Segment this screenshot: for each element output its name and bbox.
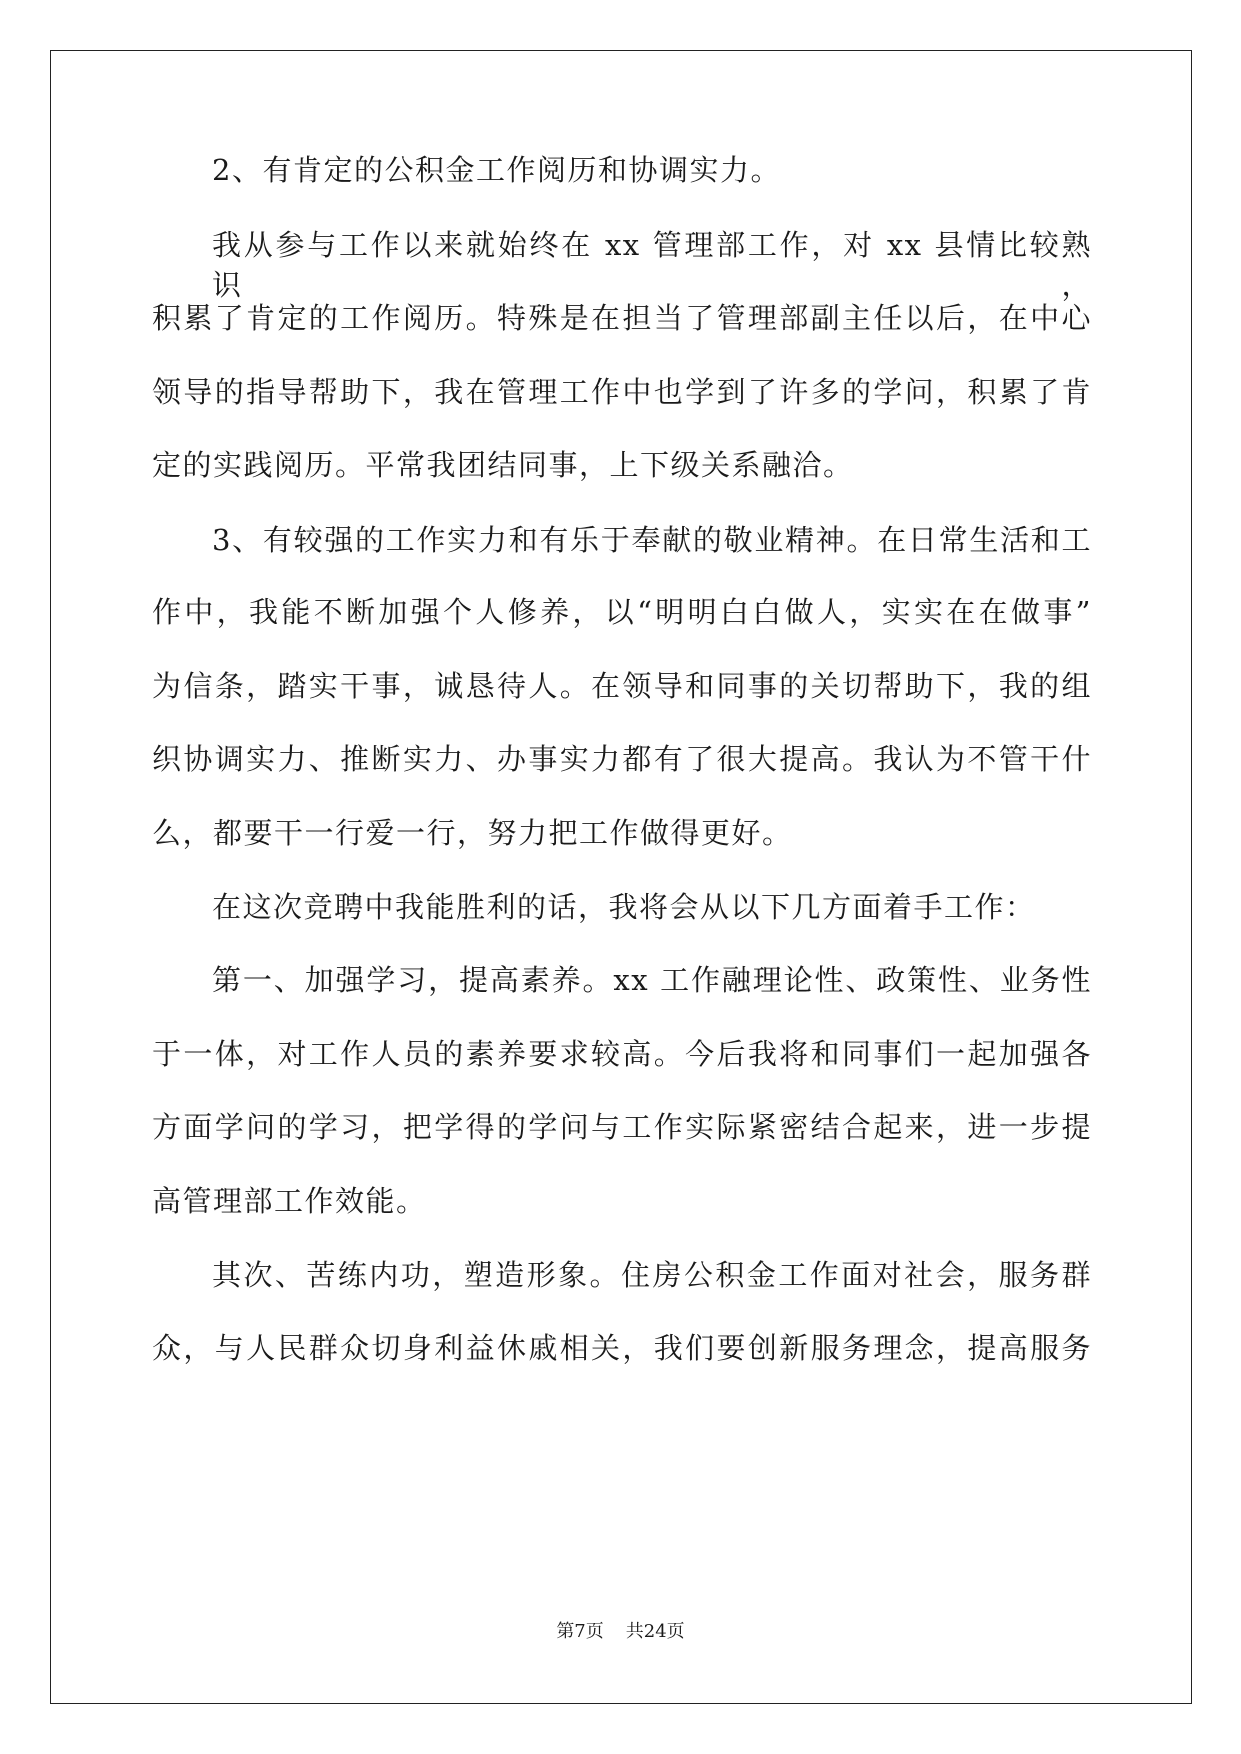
- paragraph-line: 高管理部工作效能。: [152, 1184, 427, 1218]
- paragraph-line: 于一体，对工作人员的素养要求较高。今后我将和同事们一起加强各: [152, 1037, 1092, 1071]
- paragraph-line: 方面学问的学习，把学得的学问与工作实际紧密结合起来，进一步提: [152, 1110, 1092, 1144]
- paragraph-line: 我从参与工作以来就始终在 xx 管理部工作，对 xx 县情比较熟识，: [212, 228, 1092, 302]
- page-footer: [0, 1620, 1241, 1644]
- paragraph-line: 3、有较强的工作实力和有乐于奉献的敬业精神。在日常生活和工: [212, 523, 1092, 557]
- paragraph-line: 在这次竞聘中我能胜利的话，我将会从以下几方面着手工作：: [212, 890, 1036, 924]
- paragraph-line: 织协调实力、推断实力、办事实力都有了很大提高。我认为不管干什: [152, 742, 1092, 776]
- paragraph-line: 积累了肯定的工作阅历。特殊是在担当了管理部副主任以后，在中心: [152, 301, 1092, 335]
- paragraph-line: 么，都要干一行爱一行，努力把工作做得更好。: [152, 816, 793, 850]
- paragraph-line: 领导的指导帮助下，我在管理工作中也学到了许多的学问，积累了肯: [152, 375, 1092, 409]
- paragraph-line: 其次、苦练内功，塑造形象。住房公积金工作面对社会，服务群: [212, 1258, 1092, 1292]
- paragraph-line: 作中，我能不断加强个人修养，以“明明白白做人，实实在在做事”: [152, 595, 1092, 629]
- paragraph-line: 2、有肯定的公积金工作阅历和协调实力。: [212, 153, 781, 187]
- paragraph-line: 定的实践阅历。平常我团结同事，上下级关系融洽。: [152, 448, 854, 482]
- page-number-total: 共24页: [625, 1621, 685, 1642]
- page-number-current: 第7页: [556, 1621, 604, 1642]
- paragraph-line: 众，与人民群众切身利益休戚相关，我们要创新服务理念，提高服务: [152, 1331, 1092, 1365]
- paragraph-line: 为信条，踏实干事，诚恳待人。在领导和同事的关切帮助下，我的组: [152, 669, 1092, 703]
- paragraph-line: 第一、加强学习，提高素养。xx 工作融理论性、政策性、业务性: [212, 963, 1092, 997]
